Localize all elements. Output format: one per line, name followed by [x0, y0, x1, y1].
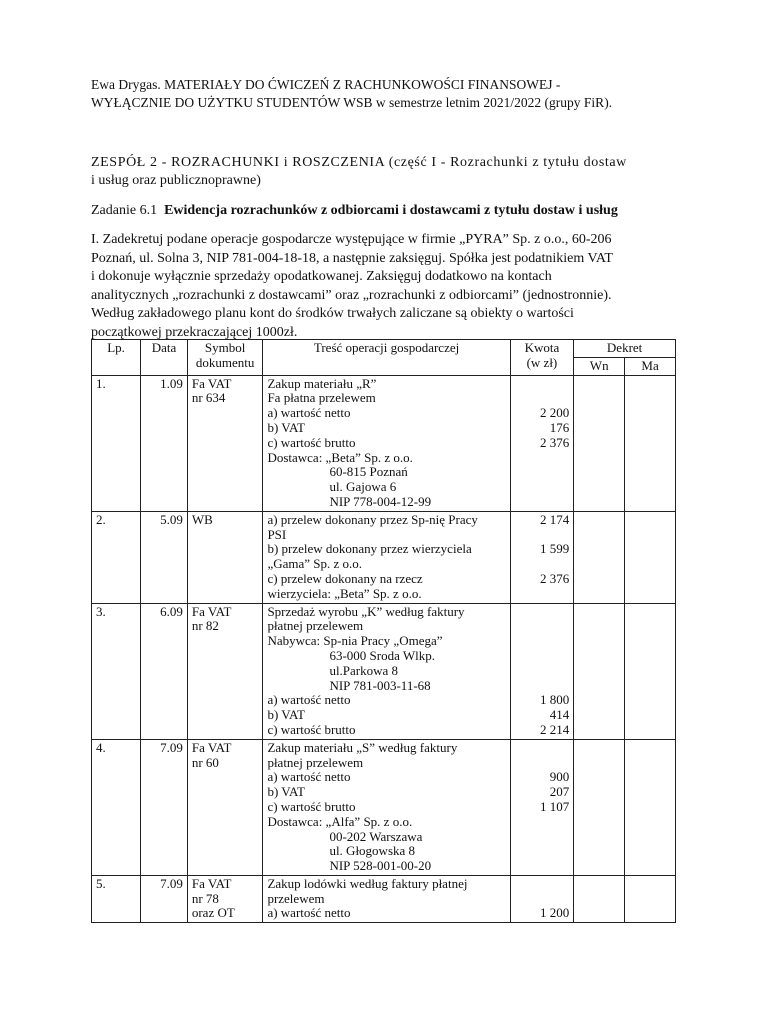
desc-line: Dostawca: „Alfa” Sp. z o.o. [267, 813, 413, 829]
cell-amount [510, 511, 574, 603]
header-line-2: WYŁĄCZNIE DO UŻYTKU STUDENTÓW WSB w semestrze letnim 2021/2022 (grupy FiR). [91, 95, 613, 110]
symbol-line: nr 60 [191, 754, 219, 770]
cell-amount [510, 375, 574, 511]
cell-ma[interactable] [625, 511, 676, 603]
intro-line: analitycznych „rozrachunki z dostawcami” oraz „rozrachunki z odbiorcami” (jednostronnie). [91, 287, 612, 303]
cell-ma[interactable] [625, 603, 676, 739]
desc-address-line: 00-202 Warszawa [329, 828, 423, 844]
desc-line: c) wartość brutto [267, 434, 356, 450]
cell-date: 6.09 [141, 603, 188, 739]
desc-line: a) wartość netto [267, 905, 351, 921]
desc-address-line: 60-815 Poznań [329, 464, 408, 480]
cell-description [263, 875, 510, 922]
desc-line: przelewem [267, 890, 325, 906]
header-line-1: Ewa Drygas. MATERIAŁY DO ĆWICZEŃ Z RACHUNKOWOŚCI FINANSOWEJ - [91, 77, 561, 92]
table-row [92, 603, 676, 739]
header-lp: Lp. [92, 340, 141, 376]
amount-value: 176 [549, 419, 570, 435]
cell-wn[interactable] [574, 739, 625, 875]
desc-line: Dostawca: „Beta” Sp. z o.o. [267, 449, 413, 465]
cell-ma[interactable] [625, 375, 676, 511]
header-dekret: Dekret [574, 340, 676, 358]
desc-line: b) VAT [267, 419, 305, 435]
intro-line: początkowej przekraczającej 1000zł. [91, 324, 298, 340]
cell-date: 5.09 [141, 511, 188, 603]
symbol-line: nr 634 [191, 390, 226, 406]
cell-amount [510, 739, 574, 875]
amount-value: 1 200 [539, 905, 570, 921]
desc-line: b) VAT [267, 784, 305, 800]
section-line-1: ZESPÓŁ 2 - ROZRACHUNKI i ROSZCZENIA (część I - Rozrachunki z tytułu dostaw [91, 155, 627, 170]
amount-value: 2 200 [539, 405, 570, 421]
amount-value: 1 599 [539, 541, 570, 557]
desc-address-line: NIP 528-001-00-20 [329, 858, 432, 874]
symbol-line: nr 82 [191, 618, 219, 634]
cell-wn[interactable] [574, 875, 625, 922]
cell-description [263, 739, 510, 875]
header-symbol-line: Symbol [204, 340, 246, 355]
desc-line: a) wartość netto [267, 692, 351, 708]
header-ma: Ma [625, 357, 676, 375]
cell-ma[interactable] [625, 875, 676, 922]
operations-table [91, 339, 676, 923]
desc-line: „Gama” Sp. z o.o. [267, 556, 363, 572]
desc-address-line: NIP 781-003-11-68 [329, 677, 431, 693]
cell-lp: 1. [92, 375, 141, 511]
document-header [91, 76, 691, 112]
cell-description [263, 603, 510, 739]
section-title [91, 154, 691, 190]
symbol-line: WB [191, 511, 213, 527]
cell-symbol [187, 739, 263, 875]
desc-line: Fa płatna przelewem [267, 390, 376, 406]
amount-value: 1 107 [539, 798, 570, 814]
desc-address-line: ul. Głogowska 8 [329, 843, 416, 859]
table-header-row [92, 340, 676, 358]
desc-address-line: NIP 778-004-12-99 [329, 493, 432, 509]
cell-date: 1.09 [141, 375, 188, 511]
desc-line: c) przelew dokonany na rzecz [267, 570, 423, 586]
intro-line: Poznań, ul. Solna 3, NIP 781-004-18-18, a następnie zaksięguj. Spółka jest podatnikiem VAT [91, 250, 613, 266]
amount-value: 2 214 [539, 721, 570, 737]
amount-value: 2 174 [539, 511, 570, 527]
cell-lp: 4. [92, 739, 141, 875]
cell-symbol [187, 603, 263, 739]
cell-symbol [187, 875, 263, 922]
amount-value: 1 800 [539, 692, 570, 708]
desc-line: c) wartość brutto [267, 721, 356, 737]
cell-date: 7.09 [141, 875, 188, 922]
task-title: Ewidencja rozrachunków z odbiorcami i dostawcami z tytułu dostaw i usług [164, 203, 618, 218]
desc-address-line: ul.Parkowa 8 [329, 662, 399, 678]
cell-date: 7.09 [141, 739, 188, 875]
table-row [92, 375, 676, 511]
desc-line: a) wartość netto [267, 405, 351, 421]
desc-line: b) VAT [267, 707, 305, 723]
header-amount-line: (w zł) [526, 354, 558, 370]
intro-line: i dokonuje wyłącznie sprzedaży opodatkowanej. Zaksięguj dodatkowo na kontach [91, 269, 552, 285]
symbol-line: Fa VAT [191, 375, 232, 391]
symbol-line: Fa VAT [191, 875, 232, 891]
desc-line: wierzyciela: „Beta” Sp. z o.o. [267, 585, 422, 601]
desc-line: Zakup materiału „S” według faktury [267, 739, 458, 755]
table-row [92, 875, 676, 922]
table-row [92, 739, 676, 875]
desc-line: c) wartość brutto [267, 798, 356, 814]
cell-lp: 2. [92, 511, 141, 603]
cell-lp: 5. [92, 875, 141, 922]
amount-value: 2 376 [539, 434, 570, 450]
header-data: Data [141, 340, 188, 376]
desc-line: a) wartość netto [267, 769, 351, 785]
desc-address-line: 63-000 Sroda Wlkp. [329, 647, 435, 663]
header-amount [510, 340, 574, 376]
cell-symbol [187, 375, 263, 511]
cell-lp: 3. [92, 603, 141, 739]
symbol-line: oraz OT [191, 905, 235, 921]
amount-value: 2 376 [539, 570, 570, 586]
intro-line: I. Zadekretuj podane operacje gospodarcze występujące w firmie „PYRA” Sp. z o.o., 60-206 [91, 232, 612, 247]
header-symbol [187, 340, 263, 376]
desc-line: Zakup lodówki według faktury płatnej [267, 875, 468, 891]
cell-symbol [187, 511, 263, 603]
cell-wn[interactable] [574, 603, 625, 739]
desc-line: Nabywca: Sp-nia Pracy „Omega” [267, 633, 443, 649]
intro-line: Według zakładowego planu kont do środków trwałych zaliczane są obiekty o wartości [91, 306, 574, 322]
desc-line: płatnej przelewem [267, 754, 364, 770]
cell-amount [510, 875, 574, 922]
table-row [92, 511, 676, 603]
cell-description [263, 375, 510, 511]
symbol-line: nr 78 [191, 890, 219, 906]
desc-line: Sprzedaż wyrobu „K” według faktury [267, 603, 465, 619]
amount-value: 414 [549, 707, 570, 723]
cell-wn[interactable] [574, 511, 625, 603]
cell-wn[interactable] [574, 375, 625, 511]
amount-value: 900 [549, 769, 570, 785]
amount-value: 207 [549, 784, 570, 800]
cell-ma[interactable] [625, 739, 676, 875]
desc-line: płatnej przelewem [267, 618, 364, 634]
header-wn: Wn [574, 357, 625, 375]
task-label: Zadanie 6.1 [91, 203, 158, 218]
task-instructions [91, 231, 691, 343]
section-line-2: i usług oraz publicznoprawne) [91, 173, 261, 188]
desc-address-line: ul. Gajowa 6 [329, 479, 397, 495]
desc-line: Zakup materiału „R” [267, 375, 377, 391]
header-amount-line: Kwota [524, 340, 560, 355]
symbol-line: Fa VAT [191, 603, 232, 619]
header-description: Treść operacji gospodarczej [263, 340, 510, 376]
desc-line: PSI [267, 526, 287, 542]
desc-line: a) przelew dokonany przez Sp-nię Pracy [267, 511, 478, 527]
desc-line: b) przelew dokonany przez wierzyciela [267, 541, 472, 557]
header-symbol-line: dokumentu [195, 354, 255, 370]
symbol-line: Fa VAT [191, 739, 232, 755]
task-heading [91, 202, 691, 220]
cell-amount [510, 603, 574, 739]
cell-description [263, 511, 510, 603]
